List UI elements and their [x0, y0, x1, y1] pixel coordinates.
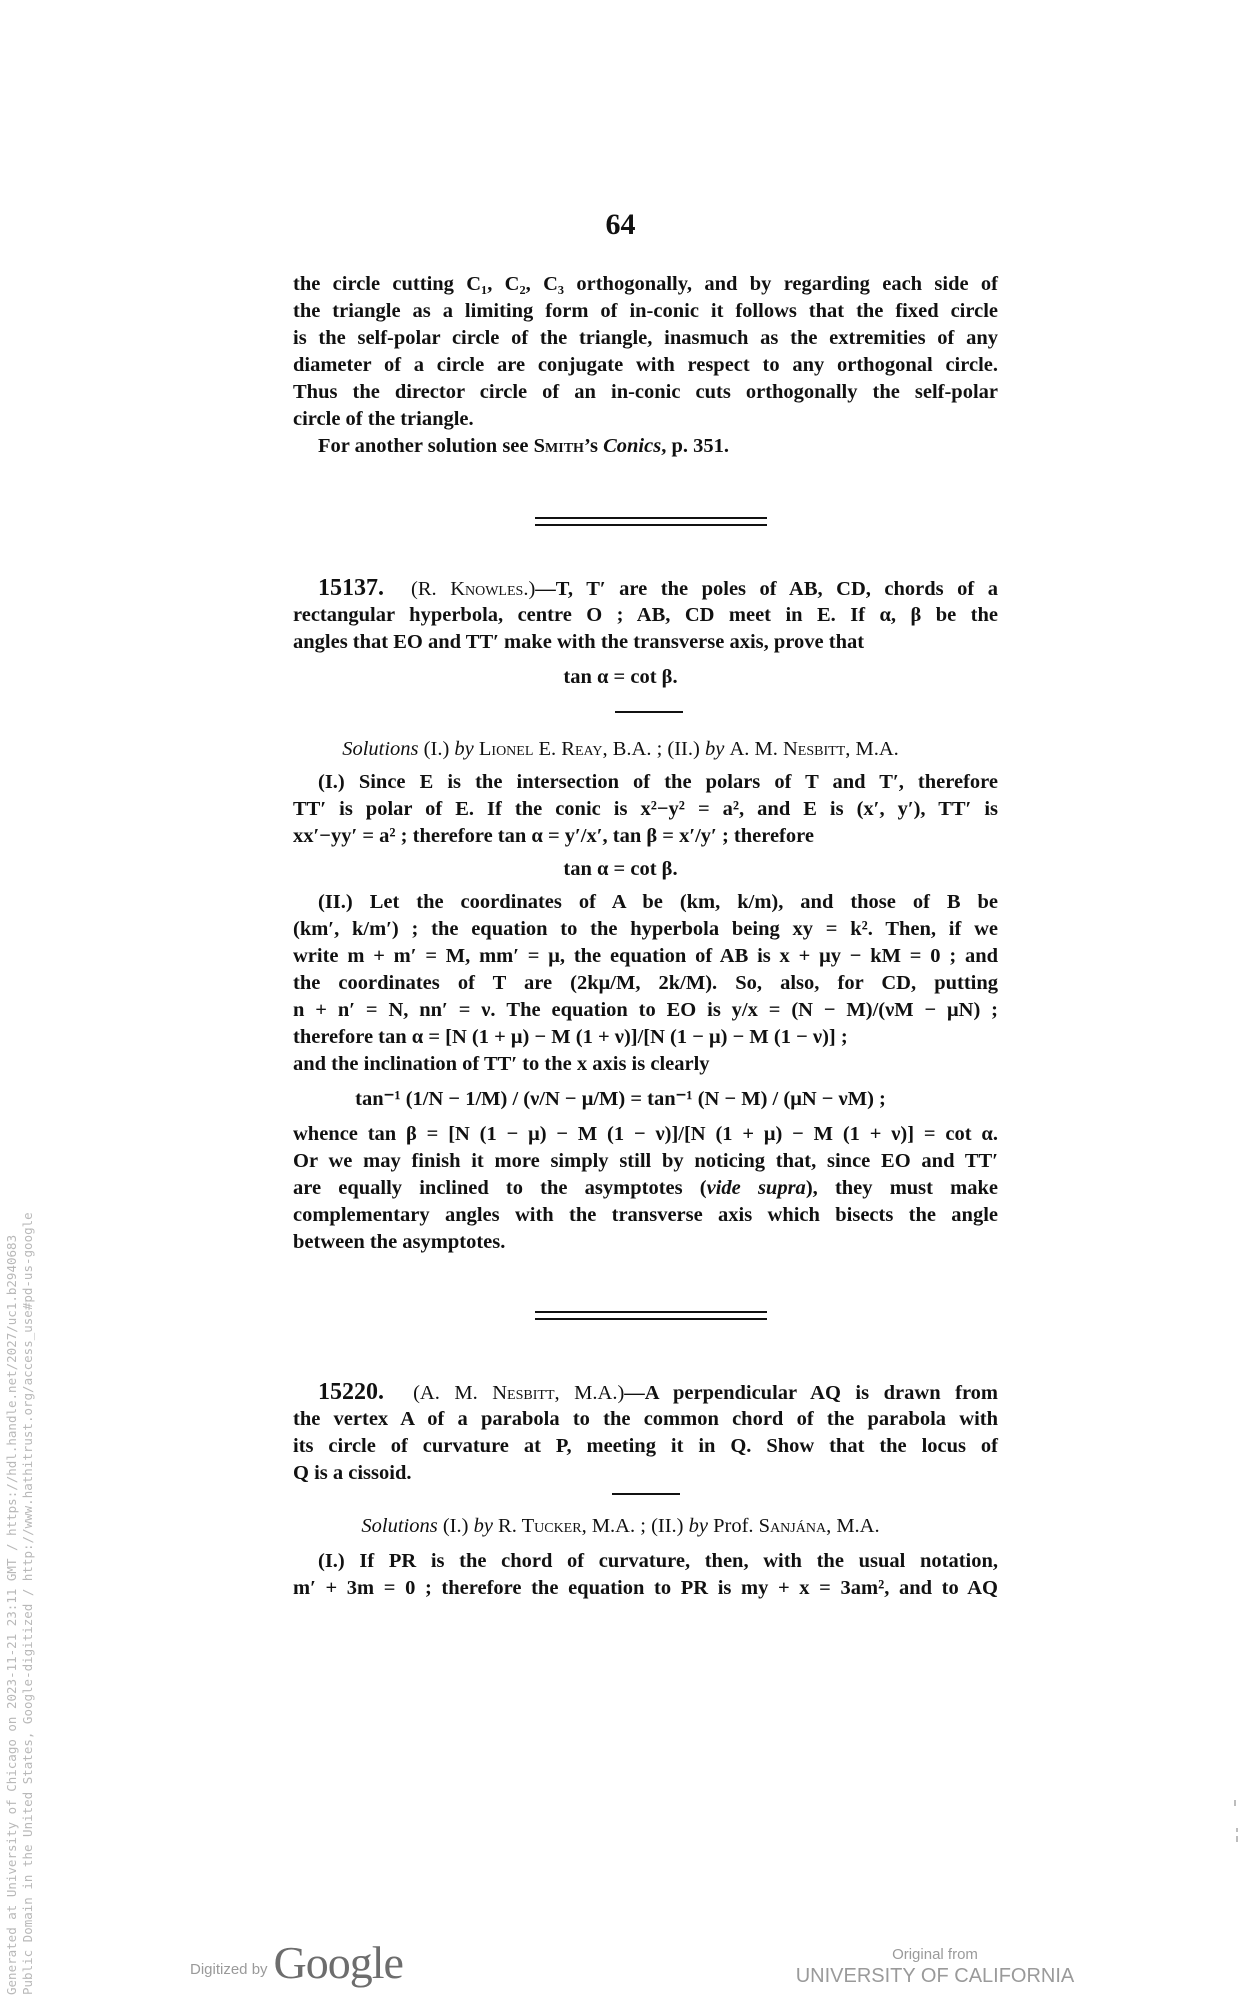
vide-suffix: ), they must make — [805, 1177, 998, 1199]
solutions-credit — [0, 736, 1241, 763]
solution-line: write m + m′ = M, mm′ = μ, the equation of AB is x + μy − kM = 0 ; and — [293, 945, 998, 967]
question-formula: tan α = cot β. — [563, 666, 678, 688]
question-15220-line-1 — [318, 1379, 998, 1407]
intro-line: the circle cutting C₁, C₂, C₃ orthogonally, and by regarding each side of — [293, 273, 998, 295]
watermark-line-2: Public Domain in the United States, Google-digitized / http://www.hathitrust.org/access_use#pd-us-google — [20, 1212, 35, 1995]
question-text: —A perpendicular AQ is drawn from — [624, 1382, 999, 1404]
solution-formula: tan α = cot β. — [563, 858, 678, 880]
reference-apostrophe: ’s — [583, 435, 604, 457]
solution-line: TT′ is polar of E. If the conic is x²−y² = a², and E is (x′, y′), TT′ is — [293, 798, 998, 820]
solutions-label: Solutions — [342, 738, 419, 760]
question-number: 15220. — [318, 1379, 384, 1405]
question-text-line: angles that EO and TT′ make with the transverse axis, prove that — [293, 631, 865, 653]
original-from-credit — [770, 1946, 1100, 1988]
short-rule — [615, 711, 683, 713]
question-proposer: (R. Knowles.) — [411, 578, 536, 600]
solution-line: the coordinates of T are (2kμ/M, 2k/M). So, also, for CD, putting — [293, 972, 998, 994]
solution-formula: tan⁻¹ (1/N − 1/M) / (ν/N − μ/M) = tan⁻¹ (N − M) / (μN − νM) ; — [355, 1088, 886, 1110]
solution-line: therefore tan α = [N (1 + μ) − M (1 + ν)]/[N (1 − μ) − M (1 − ν)] ; — [293, 1026, 848, 1048]
solution-2-title: Prof. — [713, 1515, 759, 1537]
solution-1-author: Lionel E. Reay — [478, 738, 603, 760]
by-label: by — [454, 738, 474, 760]
page-number: 64 — [605, 208, 636, 241]
scan-edge-mark — [1234, 1800, 1236, 1806]
solution-2-number: (II.) — [651, 1515, 684, 1537]
question-text-line: rectangular hyperbola, centre O ; AB, CD meet in E. If α, β be the — [293, 604, 998, 626]
solution-line: (km′, k/m′) ; the equation to the hyperbola being xy = k². Then, if we — [293, 918, 998, 940]
solution-2-author: A. M. Nesbitt — [729, 738, 846, 760]
original-from-label: Original from — [892, 1946, 978, 1963]
question-number: 15137. — [318, 575, 384, 601]
solution-line: n + n′ = N, nn′ = ν. The equation to EO is y/x = (N − M)/(νM − μN) ; — [293, 999, 998, 1021]
solutions-label: Solutions — [361, 1515, 438, 1537]
solution-2-degree: , M.A. — [845, 738, 899, 760]
question-proposer: (A. M. Nesbitt, M.A.) — [413, 1382, 625, 1404]
scan-edge-mark — [1236, 1836, 1238, 1842]
digitized-by-label: Digitized by — [190, 1961, 268, 1978]
question-text-line: its circle of curvature at P, meeting it in Q. Show that the locus of — [293, 1435, 998, 1457]
solution-line: (II.) Let the coordinates of A be (km, k/m), and those of B be — [318, 891, 998, 913]
scan-edge-mark — [1236, 1828, 1238, 1832]
question-text-line: the vertex A of a parabola to the common chord of the parabola with — [293, 1408, 998, 1430]
solution-1-author: R. Tucker — [498, 1515, 582, 1537]
solution-line: m′ + 3m = 0 ; therefore the equation to PR is my + x = 3am², and to AQ — [293, 1577, 998, 1599]
section-divider — [535, 517, 767, 526]
solution-1-degree: , B.A. ; — [602, 738, 663, 760]
solution-line: (I.) Since E is the intersection of the polars of T and T′, therefore — [318, 771, 998, 793]
question-15137-line-1 — [318, 575, 998, 603]
section-divider — [535, 1311, 767, 1320]
solution-line: whence tan β = [N (1 − μ) − M (1 − ν)]/[N (1 + μ) − M (1 + ν)] = cot α. — [293, 1123, 998, 1145]
google-logo: Google — [273, 1937, 403, 1988]
vide-prefix: are equally inclined to the asymptotes ( — [293, 1177, 707, 1199]
reference-page: , p. 351. — [661, 435, 729, 457]
watermark-line-1: Generated at University of Chicago on 2023-11-21 23:11 GMT / https://hdl.handle.net/2027/uc1.b2940683 — [4, 1234, 19, 1995]
intro-line: circle of the triangle. — [293, 408, 474, 430]
intro-line: the triangle as a limiting form of in-conic it follows that the fixed circle — [293, 300, 998, 322]
solution-1-number: (I.) — [442, 1515, 469, 1537]
by-label: by — [473, 1515, 493, 1537]
solution-line: between the asymptotes. — [293, 1231, 506, 1253]
another-solution-reference — [318, 433, 998, 460]
intro-line: Thus the director circle of an in-conic cuts orthogonally the self-polar — [293, 381, 998, 403]
solution-line: (I.) If PR is the chord of curvature, then, with the usual notation, — [318, 1550, 998, 1572]
digitized-by-google-logo — [190, 1937, 403, 1988]
solution-1-number: (I.) — [423, 738, 450, 760]
intro-line: diameter of a circle are conjugate with respect to any orthogonal circle. — [293, 354, 998, 376]
short-rule — [612, 1493, 680, 1495]
solution-line — [293, 1175, 998, 1202]
solutions-credit — [0, 1513, 1241, 1540]
solution-line: xx′−yy′ = a² ; therefore tan α = y′/x′, tan β = x′/y′ ; therefore — [293, 825, 814, 847]
solution-line: and the inclination of TT′ to the x axis is clearly — [293, 1053, 710, 1075]
university-label: UNIVERSITY OF CALIFORNIA — [795, 1965, 1075, 1987]
solution-line: complementary angles with the transverse axis which bisects the angle — [293, 1204, 998, 1226]
solution-2-number: (II.) — [667, 738, 700, 760]
by-label: by — [688, 1515, 708, 1537]
reference-author: Smith — [533, 435, 584, 457]
by-label: by — [704, 738, 725, 760]
question-text: —T, T′ are the poles of AB, CD, chords of a — [535, 578, 998, 600]
solution-line: Or we may finish it more simply still by noticing that, since EO and TT′ — [293, 1150, 998, 1172]
intro-line: is the self-polar circle of the triangle, inasmuch as the extremities of any — [293, 327, 998, 349]
another-prefix: For another solution see — [318, 435, 534, 457]
question-text-line: Q is a cissoid. — [293, 1462, 412, 1484]
reference-book: Conics — [603, 435, 662, 457]
vide-supra: vide supra — [706, 1177, 806, 1199]
solution-1-degree: , M.A. ; — [581, 1515, 646, 1537]
solution-2-author: Sanjána — [758, 1515, 827, 1537]
solution-2-degree: , M.A. — [826, 1515, 880, 1537]
